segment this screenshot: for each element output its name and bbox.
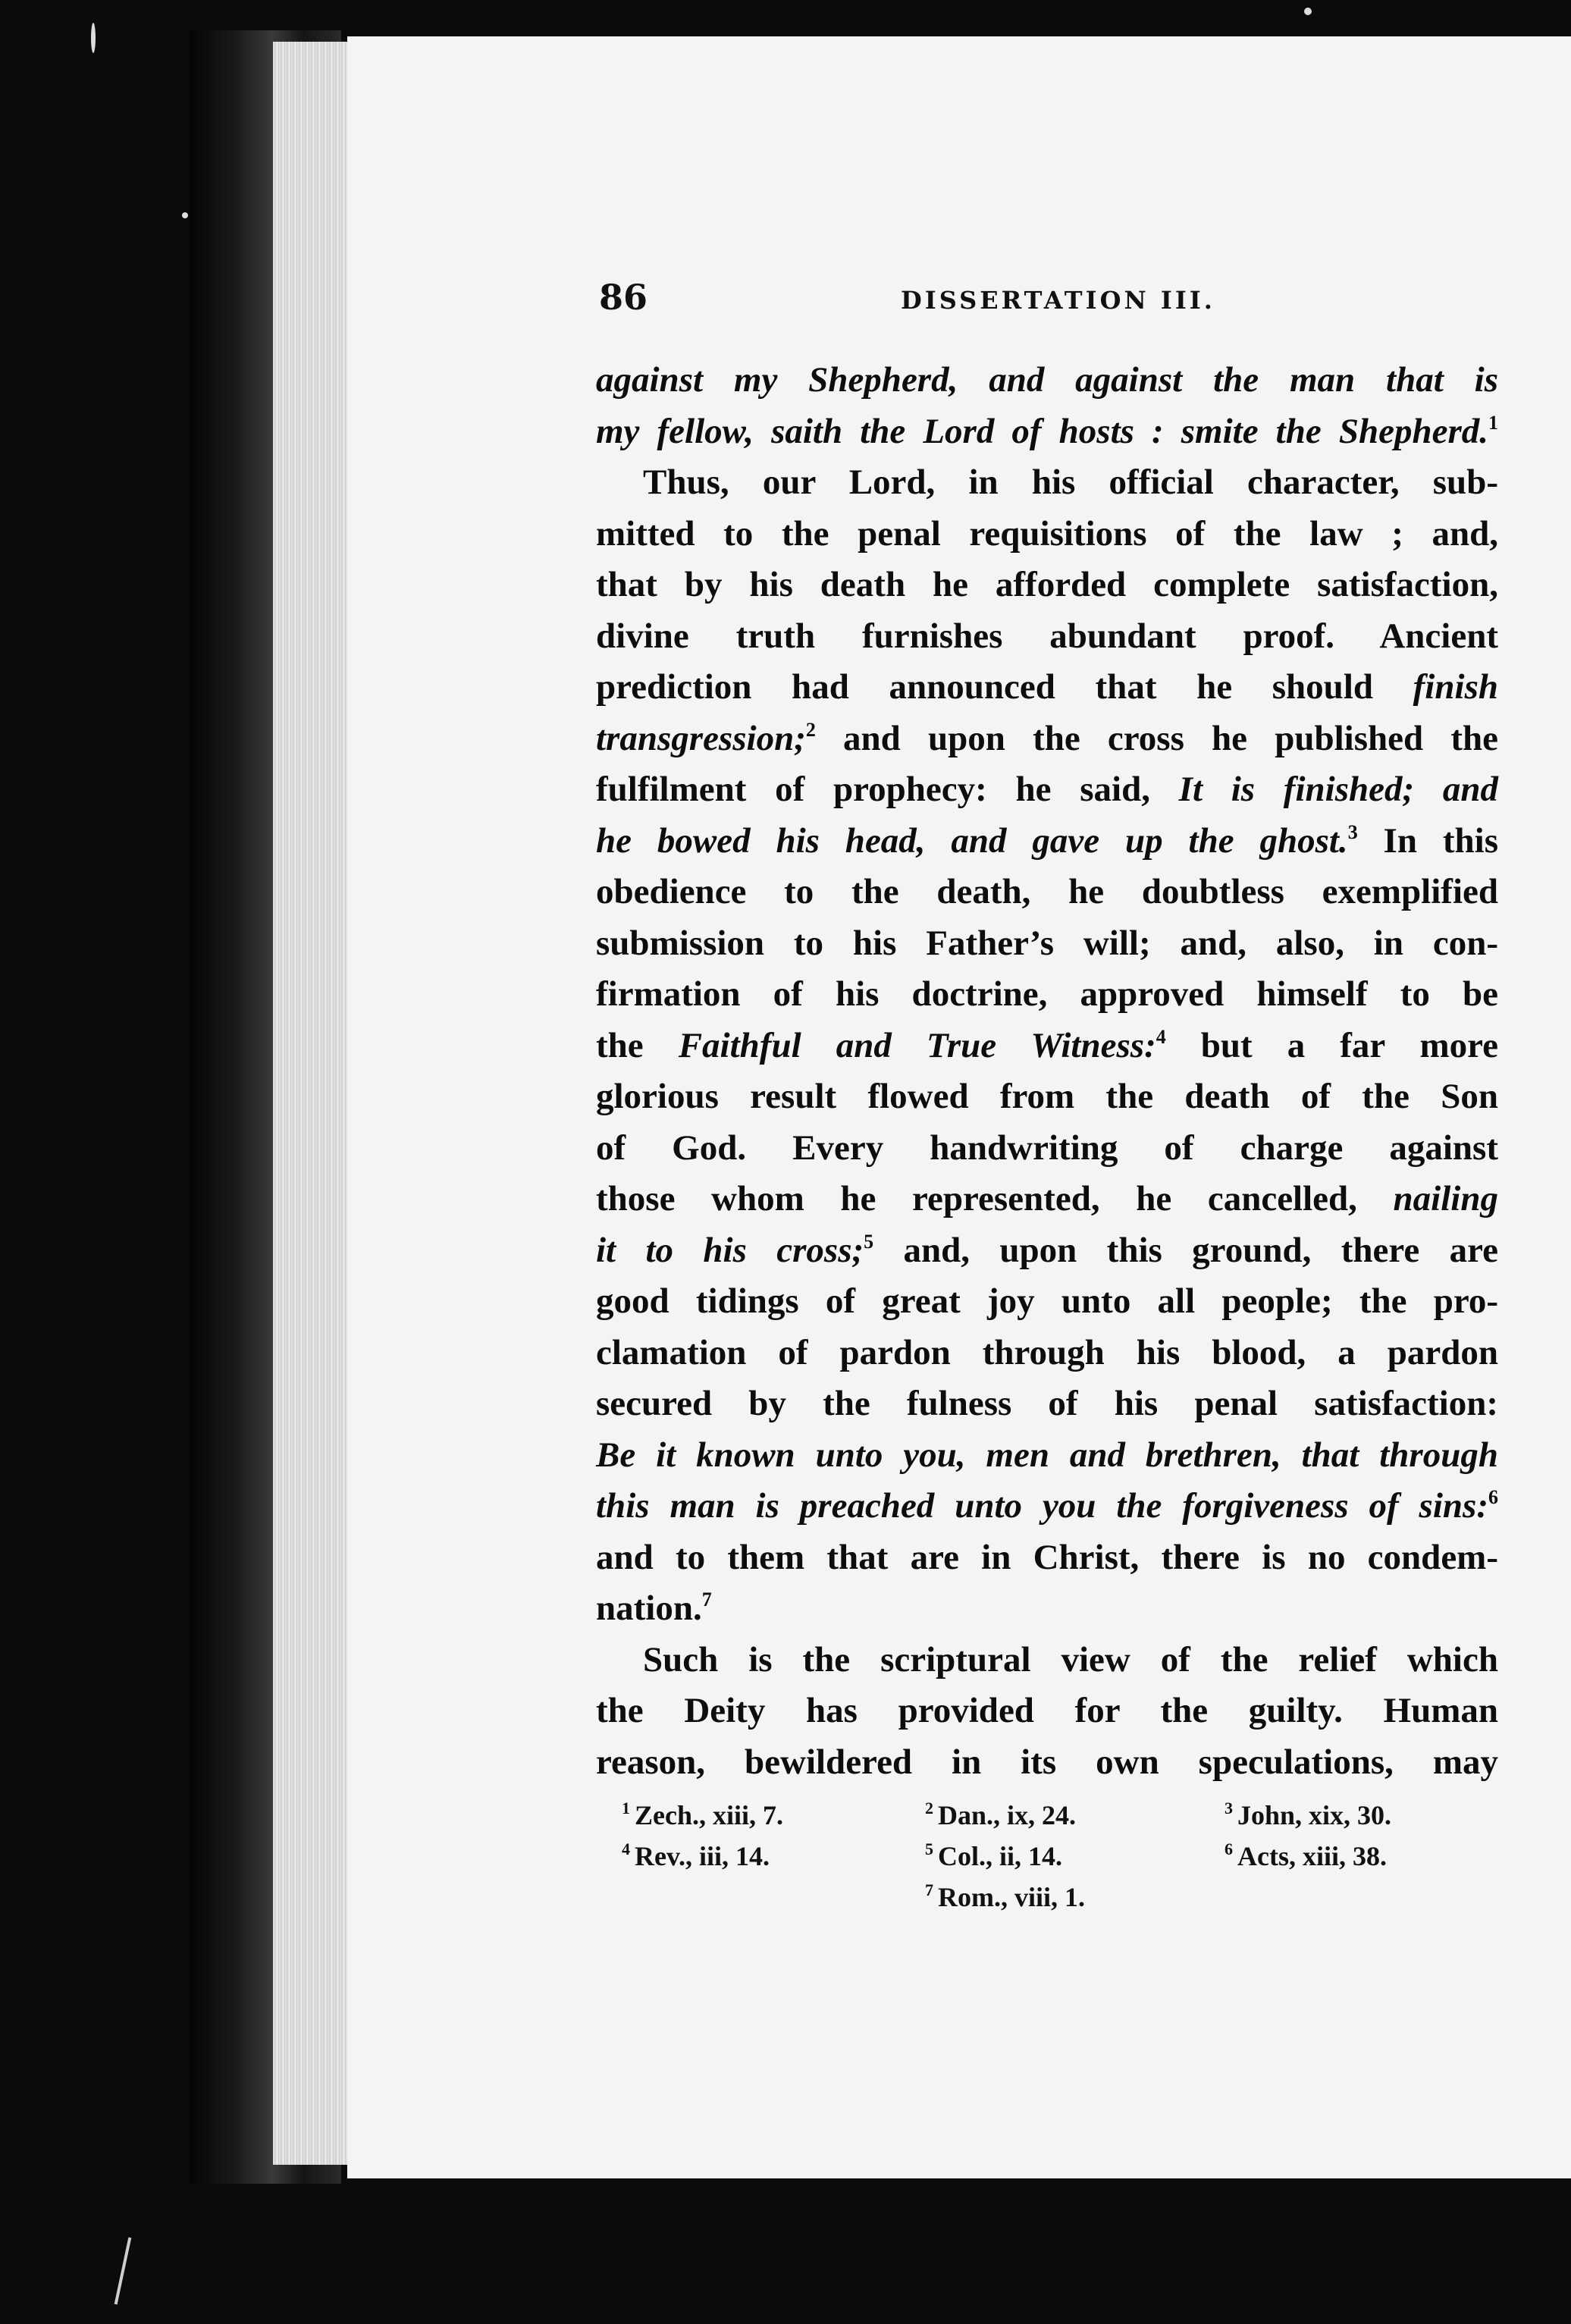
- footnote-marker: 7: [701, 1589, 712, 1610]
- text-run: against my Shepherd, and against the man that is: [596, 360, 1498, 400]
- text-line: [596, 764, 1498, 816]
- text-line: [596, 560, 1498, 611]
- text-run: and, upon this ground, there are: [873, 1230, 1498, 1270]
- footnote-row: [622, 1839, 1494, 1880]
- text-run: Faithful and True Witness:: [678, 1025, 1156, 1065]
- running-head: [599, 277, 1509, 330]
- text-line: [596, 714, 1498, 765]
- text-line: [596, 1378, 1498, 1430]
- text-run: the Deity has provided for the guilty. Human: [596, 1691, 1498, 1730]
- text-run: reason, bewildered in its own speculations, may: [596, 1742, 1498, 1782]
- text-run: firmation of his doctrine, approved himself to be: [596, 974, 1498, 1014]
- text-run: Such is the scriptural view of the relief which: [643, 1639, 1498, 1679]
- footnote-marker: 1: [1488, 411, 1498, 434]
- text-run: finish: [1413, 667, 1498, 707]
- text-line: [596, 1021, 1498, 1072]
- text-run: In this: [1357, 820, 1498, 861]
- text-line: [596, 1481, 1498, 1532]
- text-run: and upon the cross he published the: [815, 718, 1498, 758]
- text-run: mitted to the penal requisitions of the law ; and,: [596, 513, 1498, 554]
- text-run: nation.: [596, 1589, 702, 1628]
- scan-scratch: [114, 2238, 132, 2305]
- footnote-marker: 5: [864, 1230, 874, 1253]
- footnote-row: [622, 1880, 1494, 1921]
- text-line: [596, 1174, 1498, 1225]
- text-run: this man is preached unto you the forgiveness of sins:: [596, 1486, 1488, 1526]
- text-line: [596, 1532, 1498, 1584]
- text-line: [596, 1225, 1498, 1277]
- running-title: DISSERTATION III.: [901, 286, 1215, 315]
- scan-speck: [1304, 8, 1312, 15]
- text-run: those whom he represented, he cancelled,: [596, 1179, 1394, 1218]
- page-number: 86: [599, 277, 648, 318]
- text-line: [596, 918, 1498, 970]
- text-run: he bowed his head, and gave up the ghost.: [596, 820, 1348, 861]
- text-run: that by his death he afforded complete satisfaction,: [596, 565, 1498, 604]
- footnote-5: $^5$ Col., ii, 14.: [925, 1839, 1063, 1871]
- text-line: [596, 662, 1498, 714]
- text-line: [596, 509, 1498, 560]
- text-run: of God. Every handwriting of charge against: [596, 1128, 1498, 1168]
- text-run: but a far more: [1165, 1025, 1498, 1065]
- text-run: obedience to the death, he doubtless exemplified: [596, 872, 1498, 911]
- text-run: secured by the fulness of his penal satisfaction:: [596, 1384, 1498, 1423]
- footnotes: [622, 1799, 1494, 1921]
- text-line: [596, 1686, 1498, 1737]
- text-line: [596, 611, 1498, 663]
- text-run: fulfilment of prophecy: he said,: [596, 770, 1179, 809]
- text-run: submission to his Father’s will; and, also, in con-: [596, 923, 1498, 963]
- text-run: glorious result flowed from the death of the Son: [596, 1077, 1498, 1116]
- text-line: [596, 457, 1498, 509]
- footnote-row: [622, 1799, 1494, 1839]
- footnote-2: $^2$ Dan., ix, 24.: [925, 1799, 1077, 1830]
- footnote-4: $^4$ Rev., iii, 14.: [622, 1839, 770, 1871]
- footnote-marker: 4: [1156, 1025, 1166, 1048]
- text-run: it to his cross;: [596, 1230, 864, 1270]
- text-run: the: [596, 1025, 679, 1065]
- text-run: divine truth furnishes abundant proof. Ancient: [596, 616, 1498, 656]
- text-line: [596, 969, 1498, 1021]
- text-line: [596, 1276, 1498, 1328]
- footnote-marker: 3: [1347, 820, 1358, 843]
- footnote-marker: 6: [1488, 1486, 1498, 1508]
- text-run: my fellow, saith the Lord of hosts : smite the Shepherd.: [596, 411, 1488, 451]
- footnote-6: $^6$ Acts, xiii, 38.: [1225, 1839, 1387, 1871]
- footnote-7: $^7$ Rom., viii, 1.: [925, 1880, 1085, 1912]
- text-line: [596, 1071, 1498, 1123]
- text-run: clamation of pardon through his blood, a pardon: [596, 1332, 1498, 1372]
- scan-speck: [182, 212, 188, 218]
- text-run: and to them that are in Christ, there is no condem-: [596, 1537, 1498, 1577]
- text-line: [596, 406, 1498, 458]
- text-line: [596, 355, 1498, 406]
- text-run: It is finished; and: [1178, 770, 1498, 809]
- footnote-marker: 2: [805, 718, 816, 741]
- text-run: Thus, our Lord, in his official character, sub-: [643, 463, 1498, 502]
- body-text: [596, 355, 1498, 1788]
- text-line: [596, 1328, 1498, 1379]
- text-line: [596, 1123, 1498, 1175]
- text-run: prediction had announced that he should: [596, 667, 1413, 707]
- text-line: [596, 816, 1498, 867]
- text-line: [596, 1583, 1498, 1635]
- text-run: good tidings of great joy unto all people; the pro-: [596, 1281, 1498, 1321]
- page-stack-edge: [273, 42, 356, 2165]
- footnote-3: $^3$ John, xix, 30.: [1225, 1799, 1392, 1830]
- text-line: [596, 1737, 1498, 1789]
- scan-speck: [91, 23, 96, 53]
- text-line: [596, 867, 1498, 918]
- text-run: Be it known unto you, men and brethren, that through: [596, 1435, 1498, 1475]
- footnote-1: $^1$ Zech., xiii, 7.: [622, 1799, 783, 1830]
- text-run: nailing: [1393, 1179, 1498, 1218]
- text-run: transgression;: [596, 718, 806, 758]
- text-line: [596, 1430, 1498, 1482]
- text-line: [596, 1635, 1498, 1686]
